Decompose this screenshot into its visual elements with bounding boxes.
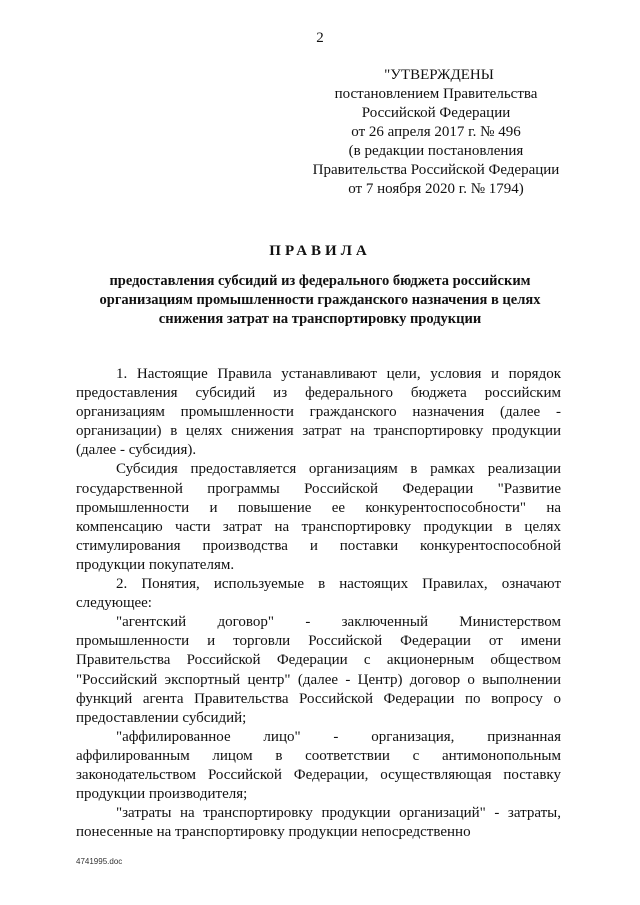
subtitle-line: снижения затрат на транспортировку продукции [158, 311, 482, 327]
document-code: 4741995.doc [76, 857, 123, 866]
page-number: 2 [316, 30, 324, 46]
paragraph-purpose: 1. Настоящие Правила устанавливают цели, условия и порядок предоставления субсидий из федерального бюджета российским организациям промышленности гражданского назначения (далее - организации) в целях снижения затрат на транспортировку продукции (далее - субсидия). [76, 366, 561, 459]
document-body [76, 365, 561, 842]
approval-line: от 7 ноября 2020 г. № 1794) [348, 181, 524, 197]
document-title: ПРАВИЛА [269, 243, 371, 259]
approval-line: Российской Федерации [361, 105, 511, 121]
approval-line: постановлением Правительства [334, 86, 538, 102]
paragraph-definitions-intro: 2. Понятия, используемые в настоящих Правилах, означают следующее: [76, 576, 561, 612]
paragraph-subsidy-program: Субсидия предоставляется организациям в рамках реализации государственной программы Российской Федерации "Развитие промышленности и повышение ее конкурентоспособности" на компенсацию части затрат на транспортировку продукции в целях стимулирования производства и поставки конкурентоспособной продукции покупателям. [76, 461, 561, 573]
approval-line: от 26 апреля 2017 г. № 496 [351, 124, 521, 140]
paragraph-affiliated-person: "аффилированное лицо" - организация, признанная аффилированным лицом в соответствии с антимонопольным законодательством Российской Федерации, осуществляющая поставку продукции производителя; [76, 728, 561, 803]
paragraph-agency-agreement: "агентский договор" - заключенный Министерством промышленности и торговли Российской Федерации от имени Правительства Российской Федерации с акционерным обществом "Российский экспортный центр" (далее - Центр) договор о выполнении функций агента Правительства Российской Федерации по вопросу о предоставлении субсидий; [76, 614, 561, 726]
approval-line: Правительства Российской Федерации [312, 162, 560, 178]
subtitle-line: организациям промышленности гражданского назначения в целях [99, 292, 541, 308]
subtitle-line: предоставления субсидий из федерального бюджета российским [109, 273, 531, 289]
approval-line: "УТВЕРЖДЕНЫ [384, 67, 494, 83]
document-subtitle [70, 272, 570, 329]
approval-line: (в редакции постановления [348, 143, 524, 159]
paragraph-transport-costs: "затраты на транспортировку продукции организаций" - затраты, понесенные на транспортировку продукции непосредственно [76, 805, 561, 841]
approval-stamp [300, 66, 572, 199]
